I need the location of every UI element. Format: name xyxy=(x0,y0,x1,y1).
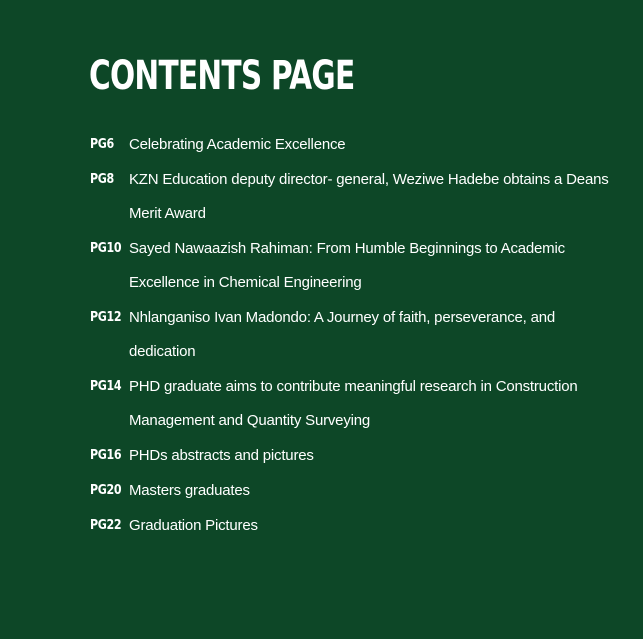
toc-entry[interactable] xyxy=(90,128,610,162)
toc-page-number: PG22 xyxy=(90,517,122,533)
toc-entry[interactable] xyxy=(90,370,610,438)
toc-title: PHD graduate aims to contribute meaningful research in Construction Management and Quantity Surveying xyxy=(129,378,578,429)
toc-title: Celebrating Academic Excellence xyxy=(129,136,346,153)
toc-entry[interactable] xyxy=(90,301,610,369)
toc-entry[interactable] xyxy=(90,474,610,508)
toc-entry[interactable] xyxy=(90,509,610,543)
toc-title: Sayed Nawaazish Rahiman: From Humble Beginnings to Academic Excellence in Chemical Engineering xyxy=(129,240,565,291)
toc-title: Masters graduates xyxy=(129,482,250,499)
toc-page-number: PG12 xyxy=(90,309,122,325)
toc-page-number: PG10 xyxy=(90,240,122,256)
table-of-contents xyxy=(90,128,610,544)
page-title: CONTENTS PAGE xyxy=(89,53,355,99)
toc-page-number: PG8 xyxy=(90,171,114,187)
toc-page-number: PG6 xyxy=(90,136,114,152)
toc-title: KZN Education deputy director- general, Weziwe Hadebe obtains a Deans Merit Award xyxy=(129,171,609,222)
toc-entry[interactable] xyxy=(90,439,610,473)
toc-entry[interactable] xyxy=(90,232,610,300)
toc-page-number: PG16 xyxy=(90,447,122,463)
toc-title: PHDs abstracts and pictures xyxy=(129,447,314,464)
toc-page-number: PG20 xyxy=(90,482,122,498)
toc-title: Nhlanganiso Ivan Madondo: A Journey of faith, perseverance, and dedication xyxy=(129,309,556,360)
toc-entry[interactable] xyxy=(90,163,610,231)
toc-page-number: PG14 xyxy=(90,378,122,394)
toc-title: Graduation Pictures xyxy=(129,517,258,534)
